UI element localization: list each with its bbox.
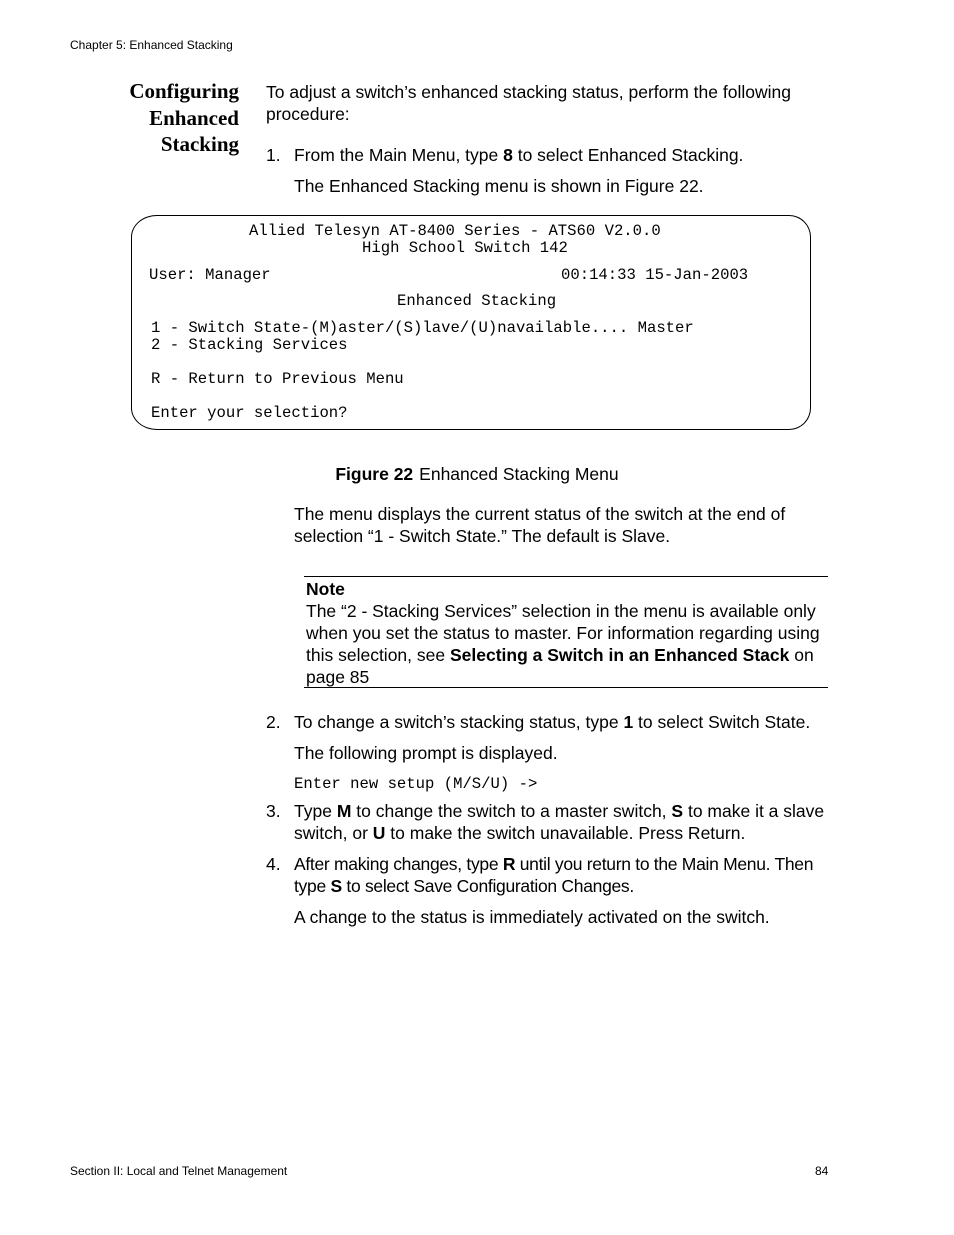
section-heading-line: Stacking bbox=[160, 132, 239, 156]
key-label: M bbox=[336, 801, 352, 821]
figure-label: Figure 22 bbox=[335, 464, 414, 484]
terminal-subtitle: High School Switch 142 bbox=[362, 239, 568, 257]
cross-reference: Selecting a Switch in an Enhanced Stack bbox=[449, 645, 790, 665]
key-label: 8 bbox=[503, 145, 513, 165]
step-text: to select Enhanced Stacking. bbox=[512, 145, 744, 165]
note-text: on page 85 bbox=[306, 645, 814, 687]
terminal-user: User: Manager bbox=[149, 266, 271, 284]
terminal-menu-item: 2 - Stacking Services bbox=[151, 336, 348, 354]
terminal-menu-item: R - Return to Previous Menu bbox=[151, 370, 404, 388]
step-number: 3. bbox=[266, 801, 281, 821]
figure-title: Enhanced Stacking Menu bbox=[419, 464, 619, 484]
step-1-followup: The Enhanced Stacking menu is shown in Figure 22. bbox=[294, 176, 704, 196]
step-text: to select Switch State. bbox=[633, 712, 811, 732]
terminal-menu-title: Enhanced Stacking bbox=[397, 292, 557, 310]
terminal-datetime: 00:14:33 15-Jan-2003 bbox=[561, 266, 749, 284]
note-text: The “2 - Stacking Services” selection in the menu is available only when you set the status to master. For information regarding using this selection, see bbox=[306, 601, 820, 665]
step-text: to select Save Configuration Changes. bbox=[341, 876, 634, 896]
step-text: Type bbox=[294, 801, 337, 821]
key-label: S bbox=[330, 876, 342, 896]
step-number: 2. bbox=[266, 712, 281, 732]
step-text: After making changes, type bbox=[294, 854, 503, 874]
page-number: 84 bbox=[815, 1164, 829, 1178]
key-label: R bbox=[502, 854, 516, 874]
key-label: U bbox=[372, 823, 386, 843]
step-2-text bbox=[294, 711, 834, 733]
step-number: 1. bbox=[266, 145, 281, 165]
section-heading bbox=[60, 78, 239, 158]
step-1-text bbox=[294, 144, 834, 166]
step-number: 4. bbox=[266, 854, 281, 874]
step-text: to make the switch unavailable. Press Return. bbox=[385, 823, 746, 843]
step-text: to change the switch to a master switch, bbox=[351, 801, 672, 821]
key-label: 1 bbox=[623, 712, 634, 732]
note-title: Note bbox=[306, 579, 345, 599]
section-heading-line: Enhanced bbox=[149, 105, 239, 130]
prompt-example: Enter new setup (M/S/U) -> bbox=[294, 775, 538, 793]
step-text: until you return to the Main Menu. Then type bbox=[294, 854, 814, 896]
running-header: Chapter 5: Enhanced Stacking bbox=[70, 38, 233, 52]
step-text: From the Main Menu, type bbox=[294, 145, 504, 165]
terminal-prompt: Enter your selection? bbox=[151, 404, 348, 422]
note-box bbox=[304, 576, 828, 688]
running-footer: Section II: Local and Telnet Management bbox=[70, 1164, 288, 1178]
status-paragraph: The menu displays the current status of the switch at the end of selection “1 - Switch State.” The default is Slave. bbox=[294, 504, 786, 546]
terminal-menu-item: 1 - Switch State-(M)aster/(S)lave/(U)navailable.... Master bbox=[151, 319, 694, 337]
terminal-title: Allied Telesyn AT-8400 Series - ATS60 V2.0.0 bbox=[249, 222, 661, 240]
step-2-followup: The following prompt is displayed. bbox=[294, 743, 558, 763]
step-4-followup: A change to the status is immediately activated on the switch. bbox=[294, 907, 770, 927]
intro-paragraph: To adjust a switch’s enhanced stacking status, perform the following procedure: bbox=[266, 82, 791, 124]
step-4-text bbox=[294, 853, 829, 897]
key-label: S bbox=[671, 801, 684, 821]
section-heading-line: Configuring bbox=[129, 79, 239, 103]
step-text: to make it a slave switch, or bbox=[294, 801, 825, 843]
note-body bbox=[306, 600, 826, 688]
step-3-text bbox=[294, 800, 829, 844]
figure-caption bbox=[0, 463, 954, 485]
step-text: To change a switch’s stacking status, type bbox=[294, 712, 624, 732]
